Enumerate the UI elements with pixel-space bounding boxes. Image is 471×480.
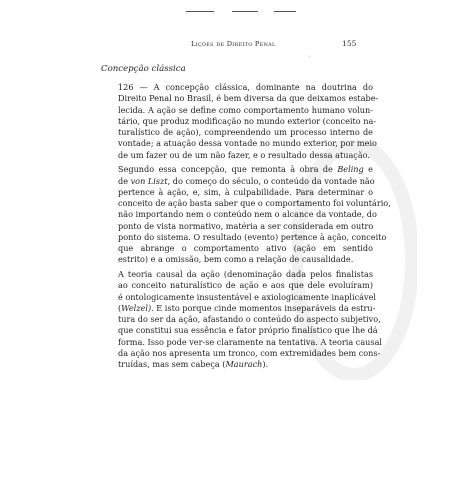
text-line bbox=[101, 302, 376, 314]
author-name: von Liszt bbox=[130, 175, 168, 186]
text-run: de bbox=[118, 175, 131, 186]
section-title: Concepção clássica bbox=[101, 64, 186, 74]
paragraph bbox=[101, 82, 379, 161]
text-line: que constitui sua essência e fator próprio finalístico que lhe dá bbox=[118, 325, 378, 336]
text-line: turalístico de ação), compreendendo um processo interno de bbox=[118, 127, 373, 137]
text-line: Direito Penal no Brasil, é bem diversa da que deixamos estabe- bbox=[118, 93, 379, 104]
paragraph bbox=[101, 269, 383, 370]
text-line: 126 — A concepção clássica, dominante na doutrina do bbox=[118, 82, 373, 92]
text-line: lecida. A ação se define como comportamento humano volun- bbox=[118, 104, 373, 115]
text-line: é ontologicamente insustentável e axiologicamente inaplicável bbox=[118, 291, 377, 302]
scan-speck: ˋ bbox=[308, 56, 311, 63]
text-line: de um fazer ou de um não fazer, e o resultado dessa atuação. bbox=[118, 149, 371, 160]
page-number: 155 bbox=[342, 39, 357, 48]
text-run: ( bbox=[118, 302, 122, 313]
text-line: estrito) e a omissão, bem como a relação de causalidade. bbox=[118, 254, 354, 265]
paragraph bbox=[101, 164, 391, 265]
text-line: da ação nos apresenta um tronco, com extremidades bem cons- bbox=[118, 347, 381, 358]
text-run: , do começo do século, o conteúdo da vontade não bbox=[167, 175, 375, 186]
text-line: tário, que produz modificação no mundo exterior (conceito na- bbox=[118, 115, 377, 126]
text-line: ponto do sistema. O resultado (evento) pertence à ação, conceito bbox=[118, 231, 387, 242]
author-name: Maurach bbox=[225, 359, 263, 370]
text-line: A teoria causal da ação (denominação dada pelos finalistas bbox=[118, 269, 373, 280]
text-line: tura do ser da ação, afastando o conteúdo do aspecto subjetivo, bbox=[118, 314, 381, 325]
text-run: . E isto porque cinde momentos inseparáveis da estru- bbox=[151, 302, 376, 313]
text-line: que abrange o comportamento ativo (ação em sentido bbox=[118, 243, 373, 254]
text-line: pertence à ação, e, sim, à culpabilidade. Para determinar o bbox=[118, 186, 373, 197]
running-head: Lições de Direito Penal bbox=[191, 40, 276, 48]
text-line bbox=[101, 164, 373, 175]
body-text bbox=[101, 82, 391, 374]
text-line: forma. Isso pode ver-se claramente na tentativa. A teoria causal bbox=[118, 336, 383, 347]
top-rule bbox=[186, 11, 214, 12]
top-rule bbox=[232, 11, 258, 12]
text-line: vontade; a atuação dessa vontade no mundo exterior, por meio bbox=[118, 138, 377, 149]
text-run: Segundo essa concepção, que remonta à obra de bbox=[118, 164, 338, 175]
text-line: conceito de ação basta saber que o comportamento foi voluntário, bbox=[118, 198, 391, 209]
text-line: ao conceito naturalístico de ação e aos que dele evoluíram) bbox=[118, 280, 373, 291]
top-rule bbox=[274, 11, 296, 12]
author-name: Welzel) bbox=[121, 302, 152, 313]
text-line bbox=[101, 176, 373, 187]
text-line: ponto de vista normativo, matéria a ser considerada em outro bbox=[118, 220, 374, 231]
text-run: e bbox=[363, 164, 373, 175]
text-line: não importando nem o conteúdo nem o alcance da vontade, do bbox=[118, 209, 377, 220]
author-name: Beling bbox=[337, 164, 364, 175]
text-run: truídas, mas sem cabeça ( bbox=[118, 359, 226, 370]
text-run: ). bbox=[262, 359, 269, 370]
text-line bbox=[101, 359, 373, 370]
